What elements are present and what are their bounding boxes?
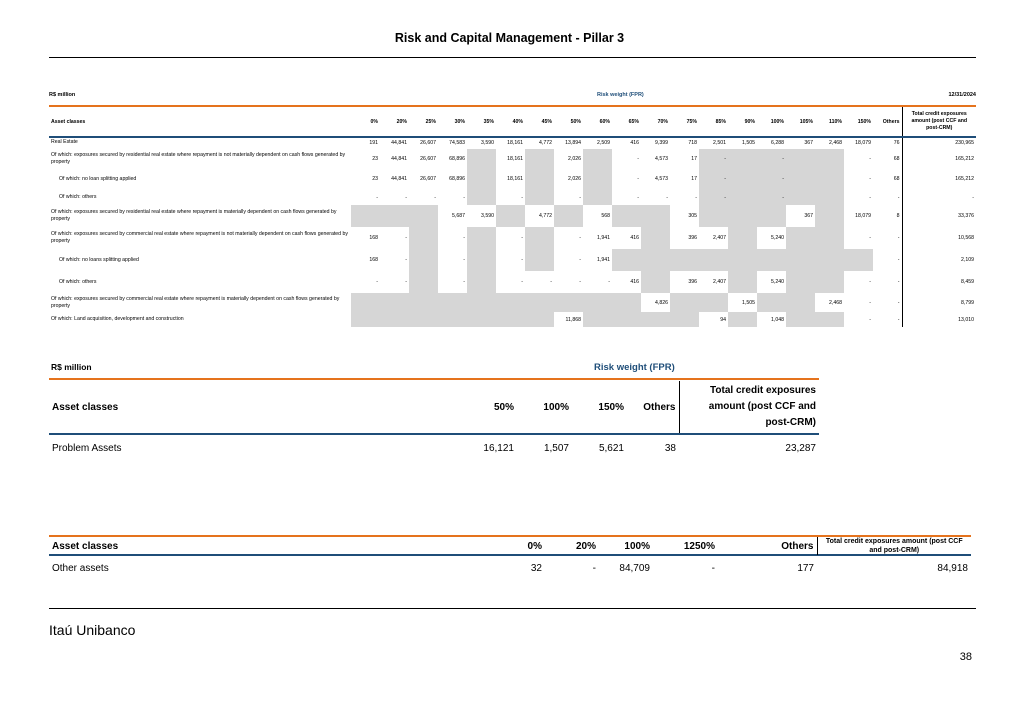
- table1-risk-weight-label: Risk weight (FPR): [597, 92, 644, 98]
- table-cell: [438, 293, 467, 312]
- table-cell: 4,772: [539, 139, 552, 146]
- table-cell: -: [550, 279, 552, 285]
- table-cell: -: [405, 279, 407, 285]
- table-cell: [467, 312, 496, 327]
- table-cell: 18,079: [855, 139, 871, 146]
- table-cell: [583, 190, 612, 205]
- problem-assets-table: [49, 381, 819, 463]
- table-cell: 3,590: [481, 213, 494, 219]
- table-cell: -: [521, 257, 523, 263]
- footer-rule: [49, 608, 976, 609]
- t1-column-header: 35%: [483, 118, 494, 125]
- table-cell: 13,894: [565, 139, 581, 146]
- table-cell: 5,621: [598, 442, 624, 454]
- table-cell: -: [463, 257, 465, 263]
- table-cell: [815, 190, 844, 205]
- table-cell: [641, 312, 670, 327]
- table-cell: [351, 205, 380, 227]
- table-row: [49, 205, 976, 227]
- t3-column-header: 1250%: [683, 540, 715, 552]
- t3-column-header: Others: [781, 540, 814, 552]
- table-cell: 718: [688, 139, 697, 146]
- table-cell: -: [637, 176, 639, 182]
- table-cell: -: [699, 190, 728, 205]
- table-cell: 10,568: [902, 227, 976, 249]
- table-cell: [670, 312, 699, 327]
- table-cell: 16,121: [483, 442, 514, 454]
- table-cell: [525, 249, 554, 271]
- table-cell: 17: [691, 155, 697, 162]
- table-cell: 68,896: [449, 176, 465, 182]
- table-cell: [409, 312, 438, 327]
- table-cell: 396: [688, 235, 697, 241]
- table-cell: [786, 149, 815, 168]
- table-cell: 2,407: [713, 235, 726, 241]
- table-cell: -: [521, 235, 523, 241]
- table-cell: 1,507: [543, 442, 569, 454]
- table-cell: 94: [720, 316, 726, 323]
- table-cell: [554, 293, 583, 312]
- table-cell: 76: [893, 139, 900, 146]
- row-label: Of which: no loan splitting applied: [59, 175, 137, 182]
- table-cell: [380, 293, 409, 312]
- table-row: [49, 312, 976, 327]
- table-cell: 1,505: [742, 139, 755, 146]
- table-cell: [670, 249, 699, 271]
- table-cell: [409, 205, 438, 227]
- table-cell: 1,941: [597, 257, 610, 263]
- table-cell: 367: [804, 213, 813, 219]
- table-cell: -: [463, 194, 465, 201]
- table-cell: -: [869, 316, 871, 323]
- table-cell: [525, 168, 554, 190]
- table-cell: -: [434, 194, 436, 201]
- table-cell: 4,573: [655, 176, 668, 182]
- table-cell: -: [897, 257, 900, 263]
- table-cell: [583, 168, 612, 190]
- t1-column-header: 85%: [715, 118, 726, 125]
- table-row: [49, 168, 976, 190]
- table-cell: [525, 293, 554, 312]
- t1-column-header: 100%: [770, 118, 784, 125]
- table-cell: [351, 312, 380, 327]
- table-cell: -: [897, 235, 900, 241]
- table-cell: 44,841: [391, 155, 407, 162]
- table-cell: -: [869, 176, 871, 182]
- row-label: Of which: no loans splitting applied: [59, 256, 139, 263]
- table-cell: 416: [630, 279, 639, 285]
- t1-column-header: 50%: [570, 118, 581, 125]
- table-cell: 191: [369, 139, 378, 146]
- table-cell: [786, 190, 815, 205]
- table-cell: -: [637, 155, 639, 162]
- table-cell: -: [699, 168, 728, 190]
- table-cell: 84,709: [619, 562, 650, 574]
- table-cell: 44,841: [391, 176, 407, 182]
- table-cell: [786, 249, 815, 271]
- table-cell: 44,841: [391, 139, 407, 146]
- t3-column-header: Asset classes: [52, 540, 119, 552]
- table-cell: -: [405, 257, 407, 263]
- company-name: Itaú Unibanco: [49, 622, 136, 638]
- table-cell: [728, 149, 757, 168]
- table-cell: 4,573: [655, 155, 668, 162]
- table-cell: [409, 249, 438, 271]
- t1-column-header: 105%: [799, 118, 813, 125]
- table-cell: [844, 249, 873, 271]
- t1-column-header: Total credit exposures amount (post CCF and post-CRM): [902, 107, 976, 136]
- table-cell: 18,161: [507, 155, 523, 162]
- table-cell: 18,079: [855, 213, 871, 219]
- table-cell: -: [521, 279, 523, 285]
- table-cell: 5,687: [452, 213, 465, 219]
- row-label: Of which: Land acquisition, development and construction: [51, 316, 184, 322]
- table-cell: -: [897, 194, 900, 201]
- table-cell: [612, 293, 641, 312]
- table-cell: [612, 249, 641, 271]
- table-cell: [728, 205, 757, 227]
- table-cell: [786, 168, 815, 190]
- t1-column-header: 25%: [425, 118, 436, 125]
- table-cell: [612, 205, 641, 227]
- table-cell: [438, 312, 467, 327]
- table-cell: 26,607: [420, 176, 436, 182]
- t3-column-header: 100%: [624, 540, 650, 552]
- table-cell: [496, 293, 525, 312]
- t3-column-header: 20%: [575, 540, 596, 552]
- table-cell: 2,407: [713, 279, 726, 285]
- table-cell: 168: [369, 235, 378, 241]
- t1-column-header: 60%: [599, 118, 610, 125]
- table-cell: -: [711, 562, 715, 574]
- table-cell: 568: [601, 213, 610, 219]
- table-cell: [786, 312, 815, 327]
- table-row: [49, 190, 976, 205]
- table-cell: [670, 293, 699, 312]
- table-cell: 2,468: [829, 139, 842, 146]
- row-label: Other assets: [52, 562, 109, 574]
- table-cell: 17: [691, 176, 697, 182]
- table-cell: [467, 190, 496, 205]
- table-cell: [467, 293, 496, 312]
- table-row: [49, 149, 976, 168]
- t1-column-header: 150%: [857, 118, 871, 125]
- table-cell: 305: [688, 213, 697, 219]
- table-cell: -: [902, 190, 976, 205]
- table-cell: [467, 227, 496, 249]
- table-cell: -: [579, 194, 581, 201]
- real-estate-table: [49, 107, 976, 327]
- table-row: [49, 555, 971, 581]
- table-cell: 18,161: [507, 176, 523, 182]
- table-cell: 26,607: [420, 155, 436, 162]
- table-cell: -: [757, 168, 786, 190]
- page-title: Risk and Capital Management - Pillar 3: [394, 31, 625, 45]
- table-cell: 18,161: [507, 139, 523, 146]
- table-cell: -: [376, 279, 378, 285]
- table-cell: -: [869, 194, 871, 201]
- row-label: Problem Assets: [52, 442, 122, 454]
- table-cell: [525, 149, 554, 168]
- table-row: [49, 249, 976, 271]
- table-cell: 416: [630, 139, 639, 146]
- table-cell: [583, 312, 612, 327]
- table-cell: [786, 293, 815, 312]
- table-cell: [409, 293, 438, 312]
- table-cell: [380, 312, 409, 327]
- table1-unit: R$ million: [49, 92, 76, 98]
- t2-column-header: Others: [643, 401, 676, 413]
- table-cell: 8: [896, 213, 900, 219]
- table-cell: 4,772: [539, 213, 552, 219]
- table-cell: 84,918: [937, 562, 968, 574]
- table-cell: [728, 168, 757, 190]
- t1-column-header: 0%: [370, 118, 378, 125]
- table-cell: [496, 312, 525, 327]
- table-row: [49, 433, 819, 463]
- table-cell: 5,240: [771, 235, 784, 241]
- table-row: [49, 227, 976, 249]
- table1-caption: [49, 92, 976, 104]
- table-cell: 168: [369, 257, 378, 263]
- table-cell: 9,399: [655, 139, 668, 146]
- table-cell: [525, 312, 554, 327]
- table-cell: 177: [797, 562, 814, 574]
- t1-column-header: 20%: [396, 118, 407, 125]
- table-cell: [815, 149, 844, 168]
- table-cell: -: [666, 194, 668, 201]
- other-assets-table: [49, 537, 971, 581]
- table-cell: [554, 205, 583, 227]
- table-cell: 230,965: [902, 136, 976, 149]
- t2-column-header: Total credit exposures amount (post CCF and post-CRM): [679, 381, 819, 433]
- table-cell: 1,505: [742, 299, 755, 306]
- table-cell: [728, 190, 757, 205]
- t2-column-header: Asset classes: [52, 401, 119, 413]
- table-cell: -: [869, 279, 871, 285]
- table-cell: 68,896: [449, 155, 465, 162]
- table-cell: -: [608, 279, 610, 285]
- table-cell: 74,583: [449, 139, 465, 146]
- table-cell: [815, 168, 844, 190]
- table-cell: 33,376: [902, 205, 976, 227]
- t1-column-header: 30%: [454, 118, 465, 125]
- t1-column-header: Others: [882, 118, 900, 125]
- table-cell: [496, 205, 525, 227]
- table-cell: [786, 227, 815, 249]
- table-cell: 2,026: [568, 176, 581, 182]
- table-cell: [380, 205, 409, 227]
- table-cell: 8,459: [902, 271, 976, 293]
- table-cell: [815, 271, 844, 293]
- table-cell: -: [579, 279, 581, 285]
- header-rule: [49, 57, 976, 58]
- t2-column-header: 50%: [493, 401, 514, 413]
- table-cell: [757, 205, 786, 227]
- table-cell: [583, 293, 612, 312]
- table-cell: 367: [804, 139, 813, 146]
- table-cell: [786, 271, 815, 293]
- table1-header-rule: [49, 136, 976, 138]
- table-cell: [525, 227, 554, 249]
- t2-column-header: 150%: [598, 401, 624, 413]
- table1-date: 12/31/2024: [948, 92, 976, 98]
- table-cell: [467, 168, 496, 190]
- page-number: 38: [959, 651, 972, 663]
- table2-unit: R$ million: [51, 362, 92, 372]
- table-cell: 2,468: [829, 299, 842, 306]
- table-cell: -: [897, 279, 900, 285]
- table-cell: 68: [893, 155, 900, 162]
- t1-column-header: 40%: [512, 118, 523, 125]
- row-label: Of which: exposures secured by commercial real estate where repayment is not materially dependent on cash flows generated by property: [51, 231, 348, 244]
- table-cell: -: [869, 155, 871, 162]
- row-label: Real Estate: [51, 139, 78, 145]
- table-cell: [815, 249, 844, 271]
- table-cell: [525, 190, 554, 205]
- table-cell: [728, 227, 757, 249]
- t2-column-header: 100%: [543, 401, 569, 413]
- table-cell: -: [897, 299, 900, 306]
- table-cell: 3,590: [481, 139, 494, 146]
- row-label: Of which: exposures secured by commercial real estate where repayment is materially dependent on cash flows generated by property: [51, 295, 340, 309]
- table-cell: -: [579, 257, 581, 263]
- table2-risk-weight-label: Risk weight (FPR): [594, 362, 675, 373]
- table-cell: -: [521, 194, 523, 201]
- table-cell: [699, 249, 728, 271]
- table-cell: -: [897, 316, 900, 323]
- table-cell: 68: [893, 176, 900, 182]
- table-cell: 23: [372, 155, 378, 162]
- table-cell: [641, 205, 670, 227]
- table-cell: [409, 227, 438, 249]
- table-cell: [757, 293, 786, 312]
- table-cell: [815, 312, 844, 327]
- table-cell: 416: [630, 235, 639, 241]
- table-cell: -: [579, 235, 581, 241]
- table-cell: 6,288: [771, 139, 784, 146]
- table-cell: [467, 149, 496, 168]
- table-cell: [467, 249, 496, 271]
- table-cell: [641, 227, 670, 249]
- table-cell: 23: [372, 176, 378, 182]
- table-cell: [728, 312, 757, 327]
- table-cell: 2,109: [902, 249, 976, 271]
- table-cell: 8,799: [902, 293, 976, 312]
- table-cell: 23,287: [785, 442, 816, 454]
- table-cell: 1,941: [597, 235, 610, 241]
- table-cell: 11,868: [565, 316, 581, 323]
- t1-column-header: 110%: [829, 118, 842, 125]
- table-cell: -: [592, 562, 596, 574]
- table-cell: -: [463, 235, 465, 241]
- table-cell: 26,607: [420, 139, 436, 146]
- table-cell: 165,212: [902, 168, 976, 190]
- table-cell: [351, 293, 380, 312]
- table-cell: -: [869, 299, 871, 306]
- table-row: [49, 293, 976, 312]
- table-cell: -: [757, 149, 786, 168]
- table-cell: [699, 293, 728, 312]
- table-cell: [728, 271, 757, 293]
- table-cell: [815, 205, 844, 227]
- table-cell: [699, 205, 728, 227]
- table-cell: -: [405, 194, 407, 201]
- table-cell: [583, 149, 612, 168]
- table-cell: [467, 271, 496, 293]
- table-cell: 165,212: [902, 149, 976, 168]
- row-label: Of which: others: [59, 194, 97, 200]
- table-cell: 2,509: [597, 139, 610, 146]
- row-label: Of which: exposures secured by residential real estate where repayment is materially dependent on cash flows generated by property: [51, 209, 337, 222]
- table2-top-rule: [49, 378, 819, 380]
- table-cell: [757, 249, 786, 271]
- table-cell: [612, 312, 641, 327]
- table-row: [49, 271, 976, 293]
- table-cell: 1,048: [771, 316, 784, 323]
- table-cell: [409, 271, 438, 293]
- table-cell: -: [869, 235, 871, 241]
- row-label: Of which: exposures secured by residential real estate where repayment is not materially dependent on cash flows generated by property: [51, 151, 346, 165]
- table-cell: 2,026: [568, 155, 581, 162]
- row-label: Of which: others: [59, 278, 97, 285]
- t1-column-header: 45%: [541, 118, 552, 125]
- t3-column-header: 0%: [527, 540, 542, 552]
- table-cell: -: [757, 190, 786, 205]
- table-cell: -: [463, 279, 465, 285]
- t1-column-header: 65%: [628, 118, 639, 125]
- table-cell: 5,240: [771, 279, 784, 285]
- table-cell: -: [376, 194, 378, 201]
- table-cell: 4,826: [655, 299, 668, 306]
- table-cell: 2,501: [713, 139, 726, 146]
- table-cell: -: [695, 194, 697, 201]
- table-cell: -: [637, 194, 639, 201]
- table-cell: [815, 227, 844, 249]
- table-cell: 38: [664, 442, 676, 454]
- t1-column-header: Asset classes: [51, 118, 86, 125]
- t1-column-header: 70%: [657, 118, 668, 125]
- t1-column-header: 75%: [686, 118, 697, 125]
- table-cell: [728, 249, 757, 271]
- table-cell: 13,010: [902, 312, 976, 327]
- t3-column-header: Total credit exposures amount (post CCF and post-CRM): [817, 537, 971, 555]
- table-cell: -: [405, 235, 407, 241]
- table-cell: [641, 271, 670, 293]
- table-cell: [641, 249, 670, 271]
- table-cell: -: [699, 149, 728, 168]
- table-cell: 396: [688, 279, 697, 285]
- table-cell: 32: [530, 562, 542, 574]
- t1-column-header: 90%: [744, 118, 755, 125]
